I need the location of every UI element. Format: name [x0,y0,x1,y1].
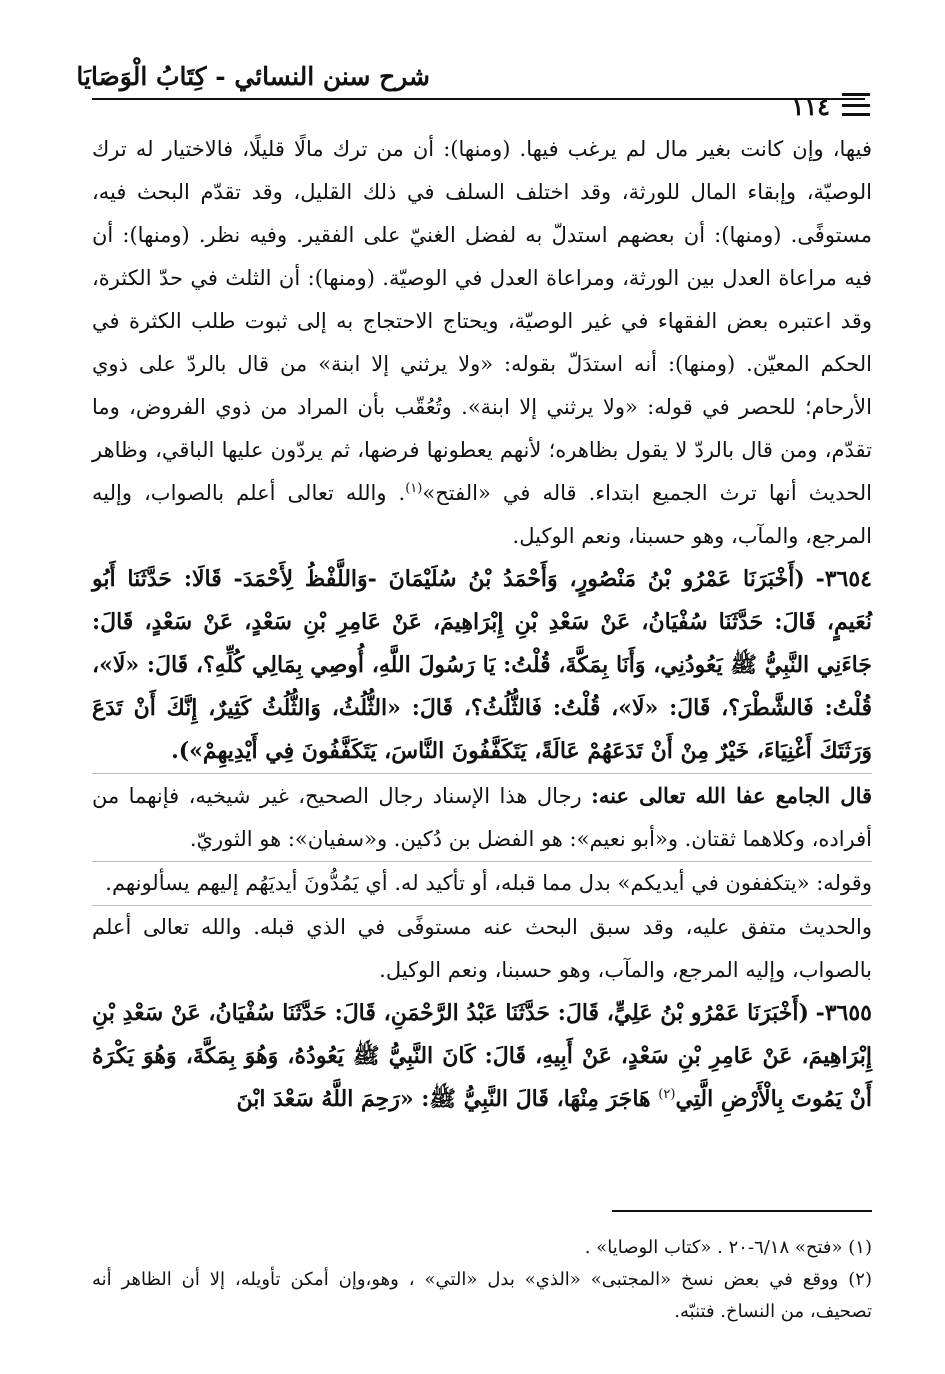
commentary-paragraph: والحديث متفق عليه، وقد سبق البحث عنه مستوفًى في الذي قبله. والله تعالى أعلم بالصواب، وإليه المرجع، والمآب، وهو حسبنا، ونعم الوكيل. [92,905,872,992]
running-title: شرح سنن النسائي - كِتَابُ الْوَصَايَا [76,62,430,91]
footnote-ref-1[interactable]: (١) [405,481,423,496]
footnote-ref-2[interactable]: (٢) [658,1087,676,1102]
commentary-text: رجال هذا الإسناد رجال الصحيح، غير شيخيه، فإنهما من أفراده، وكلاهما ثقتان. و«أبو نعيم»: هو الفضل بن دُكين. و«سفيان»: هو الثوريّ. [92,784,872,851]
hadith-number: ٣٦٥٥- [815,1000,872,1026]
header-rule-ornament [842,93,870,96]
hadith-number: ٣٦٥٤- [815,566,872,592]
commentary-text: فيها، وإن كانت بغير مال لم يرغب فيها. (ومنها): أن من ترك مالًا قليلًا، فالاختيار له ترك الوصيّة، وإبقاء المال للورثة، وقد اختلف السلف في ذلك القليل، وقد تقدّم البحث فيه، مستوفًى. (ومنها): أن بعضهم استدلّ به لفضل الغنيّ على الفقير. وفيه نظر. (ومنها): أن فيه مراعاة العدل بين الورثة، ومراعاة العدل في الوصيّة. (ومنها): أن الثلث في حدّ الكثرة، وقد اعتبره بعض الفقهاء في غير الوصيّة، ويحتاج الاحتجاج به إلى ثبوت طلب الكثرة في الحكم المعيّن. (ومنها): أنه استدَلّ بقوله: «ولا يرثني إلا ابنة» من قال بالردّ على ذوي الأرحام؛ للحصر في قوله: «ولا يرثني إلا ابنة». وتُعُقّب بأن المراد من ذوي الفروض، وما تقدّم، ومن قال بالردّ لا يقول بظاهره؛ لأنهم يعطونها فرضها، ثم يردّون عليها الباقي، وظاهر الحديث أنها ترث الجميع ابتداء. قاله في «الفتح» [92,137,872,505]
header-rule-ornament [842,104,870,107]
footnote-rule [612,1210,872,1212]
hadith-3654 [92,558,872,773]
header-rule [92,98,865,100]
commentary-paragraph [92,773,872,861]
commentary-text-end: . والله تعالى أعلم بالصواب، وإليه المرجع، والمآب، وهو حسبنا، ونعم الوكيل. [92,481,872,548]
hadith-text: (أَخْبَرَنَا عَمْرُو بْنُ عَلِيٍّ، قَالَ: حَدَّثَنَا عَبْدُ الرَّحْمَنِ، قَالَ: حَدَّثَنَا سُفْيَانُ، عَنْ سَعْدِ بْنِ إِبْرَاهِيمَ، عَنْ عَامِرِ بْنِ سَعْدٍ، عَنْ أَبِيهِ، قَالَ: كَانَ النَّبِيُّ ﷺ يَعُودُهُ، وَهُوَ بِمَكَّةَ، وَهُوَ يَكْرَهُ أَنْ يَمُوتَ بِالْأَرْضِ الَّتِي [92,1000,872,1112]
hadith-3655 [92,992,872,1121]
footnotes [92,1232,872,1328]
commentary-paragraph [92,128,872,558]
hadith-text-continued: هَاجَرَ مِنْهَا، قَالَ النَّبِيُّ ﷺ: «رَحِمَ اللَّهُ سَعْدَ ابْنَ [236,1086,659,1112]
header-rule-ornament [842,113,870,116]
commentary-paragraph: وقوله: «يتكففون في أيديكم» بدل مما قبله، أو تأكيد له. أي يَمُدُّونَ أيديَهُم إليهم يسألونهم. [92,861,872,905]
hadith-text: (أَخْبَرَنَا عَمْرُو بْنُ مَنْصُورٍ، وَأَحْمَدُ بْنُ سُلَيْمَانَ -وَاللَّفْظُ لِأَحْمَدَ- قَالَا: حَدَّثَنَا أَبُو نُعَيمٍ، قَالَ: حَدَّثَنَا سُفْيَانُ، عَنْ سَعْدِ بْنِ إِبْرَاهِيمَ، عَنْ عَامِرِ بْنِ سَعْدٍ، عَنْ سَعْدٍ، قَالَ: جَاءَنِي النَّبِيُّ ﷺ يَعُودُنِي، وَأَنَا بِمَكَّةَ، قُلْتُ: يَا رَسُولَ اللَّهِ، أُوصِي بِمَالِي كُلِّهِ؟، قَالَ: «لَا»، قُلْتُ: فَالشَّطْرَ؟، قَالَ: «لَا»، قُلْتُ: فَالثُّلُثُ؟، قَالَ: «الثُّلُثُ، وَالثُّلُثُ كَثِيرٌ، إِنَّكَ أَنْ تَدَعَ وَرَثَتَكَ أَغْنِيَاءَ، خَيْرٌ مِنْ أَنْ تَدَعَهُمْ عَالَةً، يَتَكَفَّفُونَ النَّاسَ، يَتَكَفَّفُونَ فِي أَيْدِيهِمْ»). [92,566,872,764]
page-number: ١١٤ [791,92,830,121]
commentary-lead: قال الجامع عفا الله تعالى عنه: [591,783,873,808]
footnote-1: (١) «فتح» ٦/١٨-٢٠ . «كتاب الوصايا» . [584,1237,872,1258]
footnote-2: (٢) ووقع في بعض نسخ «المجتبى» «الذي» بدل «التي» ، وهو،وإن أمكن تأويله، إلا أن الظاهر أنه تصحيف، من النساخ. فتنبّه. [92,1269,872,1322]
body-text [92,128,872,1121]
